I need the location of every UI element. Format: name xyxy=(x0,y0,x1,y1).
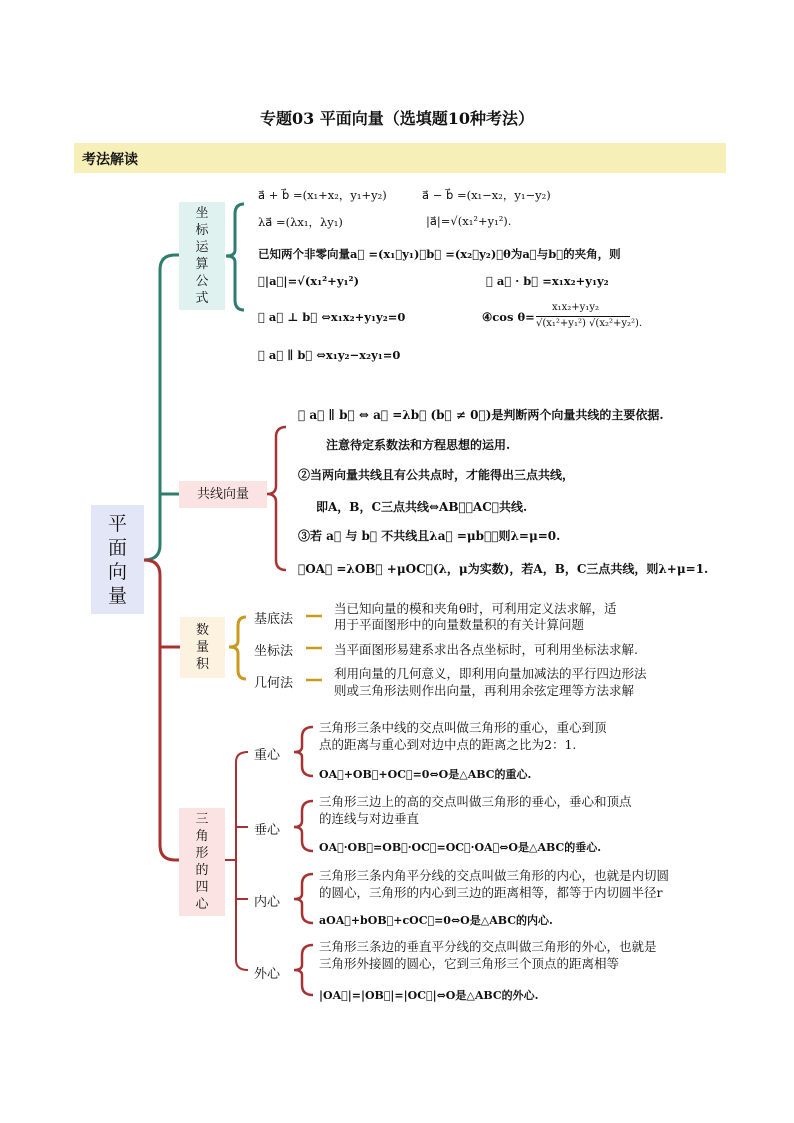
brace-collinear xyxy=(267,427,286,570)
cos-denominator: √(x₁²+y₁²) √(x₂²+y₂²). xyxy=(536,318,643,329)
centroid-text-1: 三角形三条中线的交点叫做三角形的重心，重心到顶 xyxy=(319,720,607,735)
coord-line-mod: |a⃗|=√(x₁²+y₁²). xyxy=(426,214,512,228)
coord-line-2: ② a⃗ · b⃗ =x₁x₂+y₁y₂ xyxy=(486,274,609,288)
coord-line-add: a⃗ + b⃗ =(x₁+x₂，y₁+y₂) xyxy=(258,188,387,202)
node-collinear: 共线向量 xyxy=(179,481,267,508)
incenter-text-1: 三角形三条内角平分线的交点叫做三角形的内心，也就是内切圆 xyxy=(319,868,670,883)
center-circumcenter: 外心 xyxy=(254,967,281,982)
dot-jidi-text-1: 当已知向量的模和夹角θ时，可利用定义法求解，适 xyxy=(334,601,617,616)
centroid-text-2: 点的距离与重心到对边中点的距离之比为2：1. xyxy=(319,737,577,752)
dot-jihe-text-2: 则或三角形法则作出向量，再利用余弦定理等方法求解 xyxy=(334,683,635,698)
dot-zuobiao-text: 当平面图形易建系求出各点坐标时，可利用坐标法求解. xyxy=(334,642,638,657)
orthocenter-text-2: 的连线与对边垂直 xyxy=(319,811,420,826)
centroid-formula: OA⃗+OB⃗+OC⃗=0⇔O是△ABC的重心. xyxy=(319,768,532,781)
coord-line-given: 已知两个非零向量a⃗ =(x₁，y₁)，b⃗ =(x₂，y₂)，θ为a⃗与b⃗的夹角，则 xyxy=(258,247,621,261)
collinear-line-3: ③若 a⃗ 与 b⃗ 不共线且λa⃗ =μb⃗，则λ=μ=0. xyxy=(298,529,561,543)
circumcenter-text-1: 三角形三条边的垂直平分线的交点叫做三角形的外心，也就是 xyxy=(319,939,657,954)
root-node: 平 面 向 量 xyxy=(91,505,144,614)
banner-label: 考法解读 xyxy=(82,152,138,168)
collinear-line-4: ④OA⃗ =λOB⃗ +μOC⃗(λ，μ为实数)，若A，B，C三点共线，则λ+μ=1. xyxy=(298,562,709,576)
brace-dot xyxy=(229,617,246,679)
coord-line-1: ①|a⃗|=√(x₁²+y₁²) xyxy=(258,274,360,288)
node-coord: 坐 标 运 算 公 式 xyxy=(179,202,225,310)
incenter-text-2: 的圆心，三角形的内心到三边的距离相等，都等于内切圆半径r xyxy=(319,885,663,900)
center-incenter: 内心 xyxy=(254,895,281,910)
brace-coord xyxy=(226,204,244,310)
page-title: 专题03 平面向量（选填题10种考法） xyxy=(259,109,535,128)
coord-line-3: ③ a⃗ ⊥ b⃗ ⇔x₁x₂+y₁y₂=0 xyxy=(258,310,406,324)
circumcenter-formula: |OA⃗|=|OB⃗|=|OC⃗|⇔O是△ABC的外心. xyxy=(319,989,539,1002)
center-orthocenter: 垂心 xyxy=(254,823,281,838)
branch-centers xyxy=(236,752,248,970)
collinear-line-3pts: 即A，B，C三点共线⇔AB⃗，AC⃗共线. xyxy=(316,500,528,514)
node-four-centers: 三 角 形 的 四 心 xyxy=(179,808,225,916)
cos-fraction-bar xyxy=(536,316,630,317)
coord-line-scalar: λa⃗ =(λx₁，λy₁) xyxy=(258,215,343,229)
cos-numerator: x₁x₂+y₁y₂ xyxy=(552,302,599,313)
collinear-line-note: 注意待定系数法和方程思想的运用. xyxy=(326,438,511,452)
circumcenter-text-2: 三角形外接圆的圆心，它到三角形三个顶点的距离相等 xyxy=(319,956,620,971)
coord-line-5: ⑤ a⃗ ∥ b⃗ ⇔x₁y₂−x₂y₁=0 xyxy=(258,348,401,362)
dot-jihe-text-1: 利用向量的几何意义，即利用向量加减法的平行四边形法 xyxy=(334,666,647,681)
incenter-formula: aOA⃗+bOB⃗+cOC⃗=0⇔O是△ABC的内心. xyxy=(319,914,553,927)
dot-method-zuobiao: 坐标法 xyxy=(254,644,294,659)
dot-jidi-text-2: 用于平面图形中的向量数量积的有关计算问题 xyxy=(334,617,585,632)
coord-line-sub: a⃗ − b⃗ =(x₁−x₂，y₁−y₂) xyxy=(422,188,551,202)
collinear-line-1: ① a⃗ ∥ b⃗ ⇔ a⃗ =λb⃗ (b⃗ ≠ 0⃗)是判断两个向量共线的主要依据. xyxy=(298,408,664,422)
connector-coord xyxy=(144,255,179,560)
section-banner xyxy=(74,143,726,173)
connector-centers xyxy=(144,560,179,860)
coord-line-4: ④cos θ= xyxy=(482,310,535,324)
center-centroid: 重心 xyxy=(254,748,281,763)
orthocenter-formula: OA⃗·OB⃗=OB⃗·OC⃗=OC⃗·OA⃗⇔O是△ABC的垂心. xyxy=(319,841,602,854)
orthocenter-text-1: 三角形三边上的高的交点叫做三角形的垂心，垂心和顶点 xyxy=(319,794,632,809)
dot-method-jidi: 基底法 xyxy=(254,612,294,627)
collinear-line-2: ②当两向量共线且有公共点时，才能得出三点共线， xyxy=(298,468,575,482)
node-dot-product: 数 量 积 xyxy=(180,617,225,678)
dot-method-jihe: 几何法 xyxy=(254,676,294,691)
